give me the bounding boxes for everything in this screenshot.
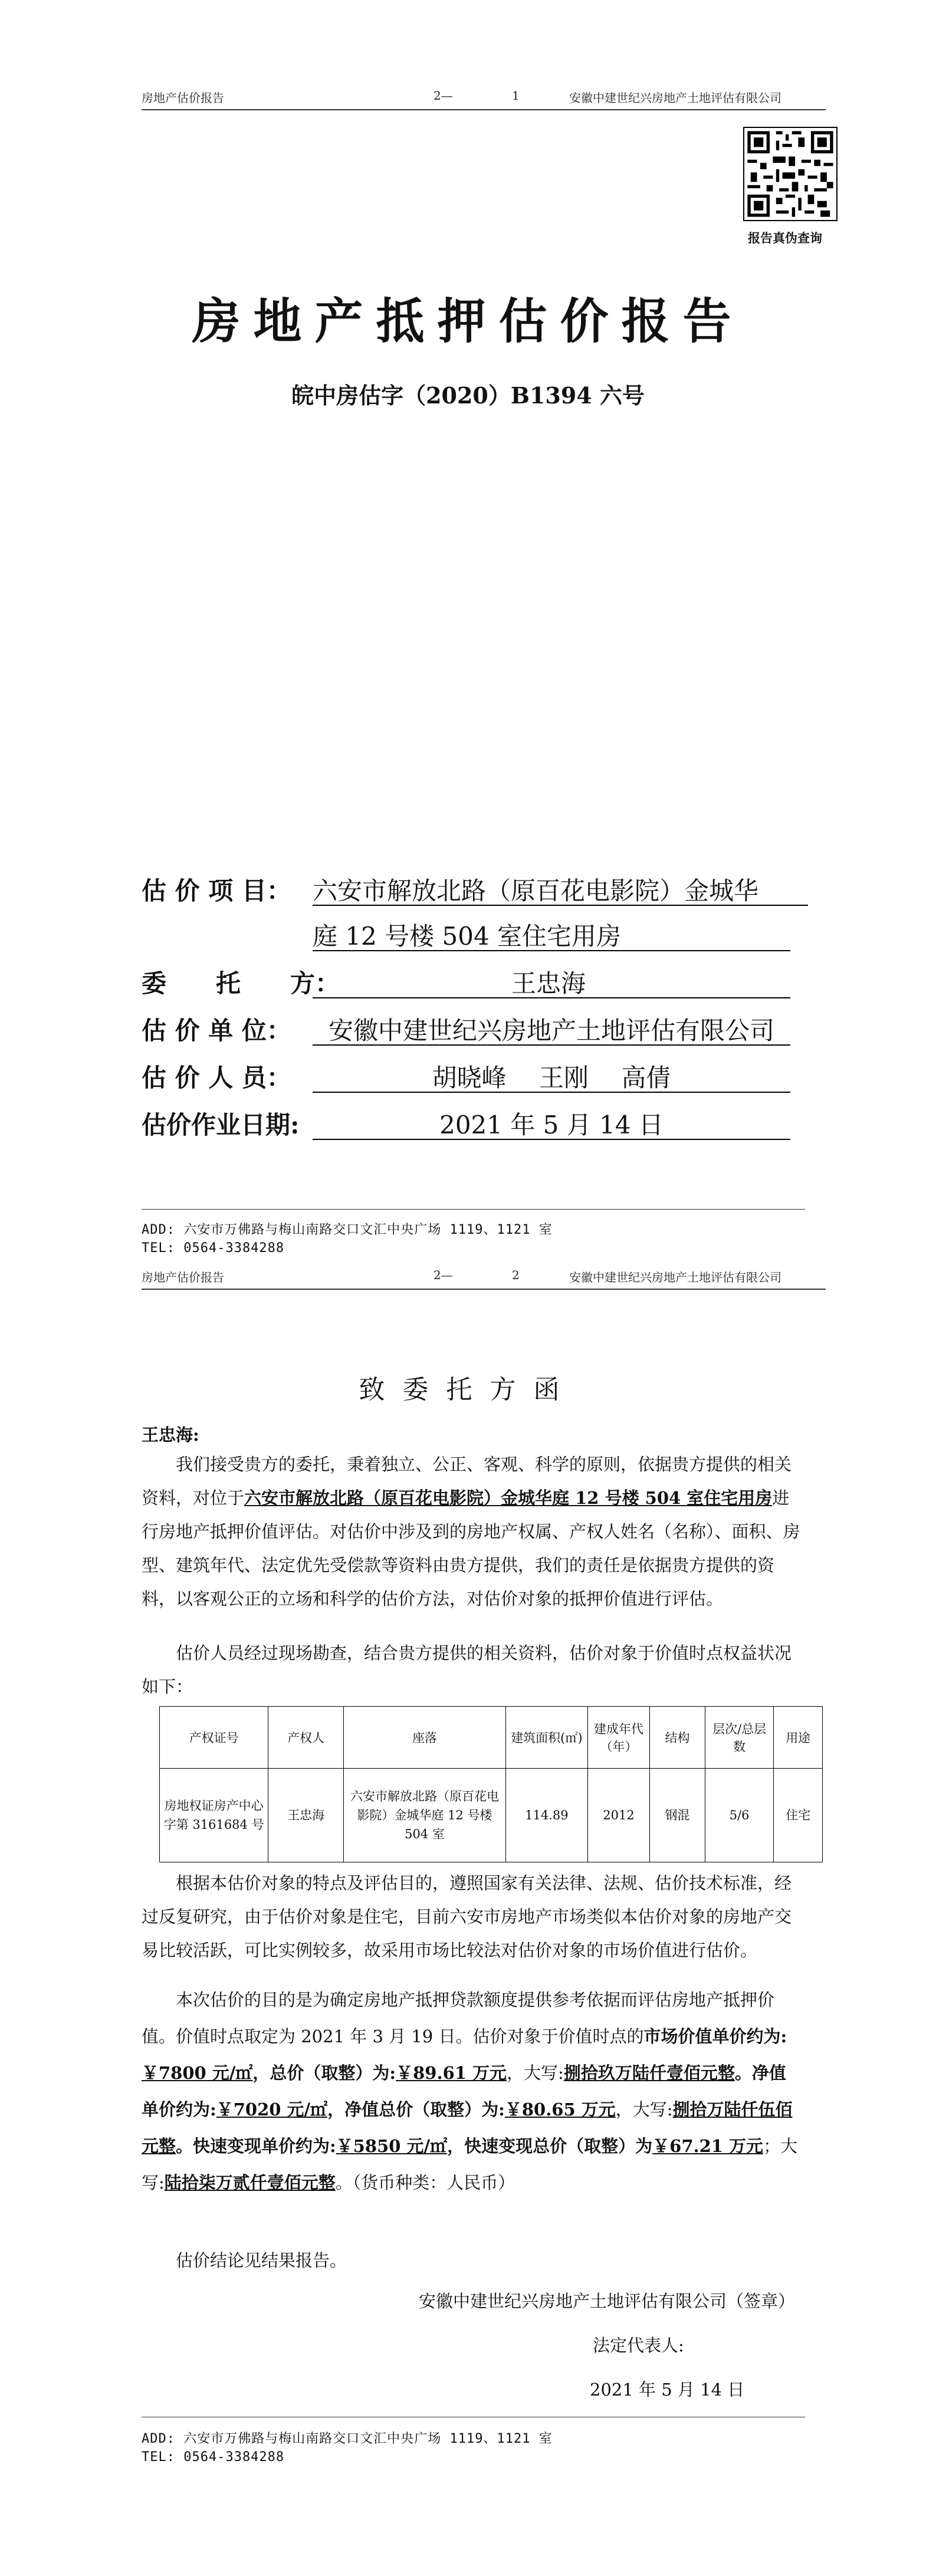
- table-header: 产权证号: [160, 1707, 268, 1769]
- table-header: 产权人: [268, 1707, 344, 1769]
- field-appraiser-unit: [142, 1011, 808, 1047]
- header-rule: [142, 109, 826, 110]
- table-header: 结构: [650, 1707, 705, 1769]
- paragraph-5: 估价结论见结果报告。: [176, 2250, 347, 2271]
- market-unit-price: ￥7800 元/㎡: [142, 2063, 253, 2083]
- footer-address: ADD: 六安市万佛路与梅山南路交口文汇中央广场 1119、1121 室: [142, 2432, 553, 2446]
- paragraph-2: 估价人员经过现场勘查，结合贵方提供的相关资料，估价对象于价值时点权益状况如下：: [142, 1643, 792, 1697]
- currency-note: 。（货币种类：人民币）: [335, 2173, 515, 2193]
- quick-unit-label: 。快速变现单价约为:: [176, 2136, 336, 2156]
- header-page-number: 2: [512, 1268, 520, 1282]
- field-client-label: 委 托 方：: [142, 969, 340, 998]
- table-cell: 2012: [587, 1769, 649, 1862]
- table-header: 建成年代（年）: [587, 1707, 649, 1769]
- in-words-label: ，大写:: [615, 2099, 673, 2120]
- field-client-value: 王忠海: [511, 969, 586, 998]
- net-total-words: 捌拾万陆仟伍佰元整: [142, 2099, 793, 2156]
- qr-caption: 报告真伪查询: [748, 231, 822, 245]
- market-total-price: ￥89.61 万元: [396, 2063, 507, 2083]
- paragraph-1-text: 我们接受贵方的委托，秉着独立、公正、客观、科学的原则，依据贵方提供的相关资料，对位于: [142, 1454, 792, 1508]
- header-page-mark: 2—: [433, 88, 453, 103]
- field-work-date: [142, 1106, 808, 1141]
- net-unit-price: ￥7020 元/㎡: [216, 2099, 328, 2120]
- paragraph-1: [142, 1448, 802, 1616]
- header-rule: [142, 1289, 826, 1290]
- table-cell: 王忠海: [268, 1769, 344, 1862]
- table-header-row: [160, 1707, 823, 1769]
- field-appraiser-unit-label: 估 价 单 位：: [142, 1016, 291, 1045]
- quick-total-price: ￥67.21 万元: [652, 2136, 764, 2156]
- header-right: 安徽中建世纪兴房地产土地评估有限公司: [569, 91, 781, 105]
- market-total-label: ，总价（取整）为:: [252, 2063, 396, 2083]
- market-total-words: 捌拾玖万陆仟壹佰元整: [563, 2063, 735, 2083]
- field-client: [142, 964, 808, 1000]
- table-header: 用途: [774, 1707, 823, 1769]
- quick-total-label: ，快速变现总价（取整）为: [447, 2136, 653, 2156]
- header-page-number: 1: [512, 88, 520, 103]
- table-cell: 5/6: [705, 1769, 773, 1862]
- footer-tel: TEL: 0564-3384288: [142, 2450, 285, 2465]
- table-cell: 六安市解放北路（原百花电影院）金城华庭 12 号楼 504 室: [344, 1769, 506, 1862]
- signature-company: 安徽中建世纪兴房地产土地评估有限公司（签章）: [419, 2291, 796, 2311]
- underline: [313, 905, 808, 906]
- header-left: 房地产估价报告: [142, 91, 224, 105]
- signature-date: 2021 年 5 月 14 日: [590, 2380, 745, 2400]
- in-words-label: ，大写:: [507, 2063, 564, 2083]
- header-right: 安徽中建世纪兴房地产土地评估有限公司: [569, 1270, 781, 1284]
- field-work-date-value: 2021 年 5 月 14 日: [439, 1110, 664, 1139]
- net-total-price: ￥80.65 万元: [504, 2099, 616, 2120]
- field-appraisers-label: 估 价 人 员：: [142, 1063, 291, 1092]
- field-appraisers: [142, 1059, 808, 1094]
- paragraph-4-text: 本次估价的目的是为确定房地产抵押贷款额度提供参考依据而评估房地产抵押价值。价值时点取定为 2021 年 3 月 19 日。估价对象于价值时点的: [142, 1990, 775, 2046]
- signature-representative: 法定代表人:: [593, 2335, 684, 2355]
- qr-code[interactable]: [743, 127, 838, 221]
- table-row: [160, 1769, 823, 1862]
- header-page-mark: 2—: [433, 1268, 453, 1282]
- in-words-label: ；大写:: [142, 2136, 798, 2193]
- field-project: [142, 872, 808, 907]
- document-number: 皖中房估字（2020）B1394 六号: [291, 382, 645, 409]
- table-header: 层次/总层数: [705, 1707, 773, 1769]
- underline: [313, 1092, 790, 1093]
- field-work-date-label: 估价作业日期:: [142, 1110, 300, 1139]
- footer-rule: [142, 1209, 805, 1210]
- letter-title: 致委托方函: [359, 1375, 577, 1405]
- table-cell: 114.89: [505, 1769, 587, 1862]
- salutation: 王忠海:: [142, 1425, 199, 1445]
- quick-unit-price: ￥5850 元/㎡: [336, 2136, 448, 2156]
- table-header: 座落: [344, 1707, 506, 1769]
- report-title: 房地产抵押估价报告: [192, 293, 744, 350]
- quick-total-words: 陆拾柒万贰仟壹佰元整: [164, 2173, 336, 2193]
- qr-code-image: [744, 128, 836, 220]
- underline: [313, 997, 790, 998]
- net-unit-label: 。净值单价约为:: [142, 2063, 786, 2120]
- property-address: 六安市解放北路（原百花电影院）金城华庭 12 号楼 504 室住宅用房: [244, 1488, 773, 1508]
- footer-tel: TEL: 0564-3384288: [142, 1241, 285, 1256]
- underline: [313, 1139, 790, 1140]
- field-project-label: 估 价 项 目：: [142, 876, 291, 905]
- property-table: [159, 1706, 823, 1862]
- paragraph-4: [142, 1982, 802, 2201]
- paragraph-3: 根据本估价对象的特点及评估目的，遵照国家有关法律、法规、估价技术标准，经过反复研究，由于估价对象是住宅，目前六安市房地产市场类似本估价对象的房地产交易比较活跃，可比实例较多，故采用市场比较法对估价对象的市场价值进行估价。: [142, 1873, 792, 1960]
- paragraph-1-text-cont: 进行房地产抵押价值评估。对估价中涉及到的房地产权属、产权人姓名（名称）、面积、房型、建筑年代、法定优先受偿款等资料由贵方提供，我们的责任是依据贵方提供的资料，以客观公正的立场和科学的估价方法，对估价对象的抵押价值进行评估。: [142, 1488, 800, 1609]
- net-total-label: ，净值总价（取整）为:: [327, 2099, 505, 2120]
- underline: [313, 950, 790, 951]
- underline: [313, 1044, 790, 1046]
- header-left: 房地产估价报告: [142, 1270, 224, 1284]
- field-project-value: 六安市解放北路（原百花电影院）金城华: [313, 876, 759, 905]
- table-cell: 钢混: [650, 1769, 705, 1862]
- table-cell: 房地权证房产中心字第 3161684 号: [160, 1769, 268, 1862]
- field-appraisers-value: 胡晓峰 王刚 高倩: [432, 1063, 671, 1092]
- field-project-cont: [142, 917, 808, 952]
- field-project-value-line2: 庭 12 号楼 504 室住宅用房: [313, 922, 622, 951]
- field-appraiser-unit-value: 安徽中建世纪兴房地产土地评估有限公司: [328, 1016, 774, 1045]
- footer-address: ADD: 六安市万佛路与梅山南路交口文汇中央广场 1119、1121 室: [142, 1223, 553, 1237]
- table-cell: 住宅: [774, 1769, 823, 1862]
- table-header: 建筑面积(㎡): [505, 1707, 587, 1769]
- market-unit-label: 市场价值单价约为:: [643, 2026, 787, 2046]
